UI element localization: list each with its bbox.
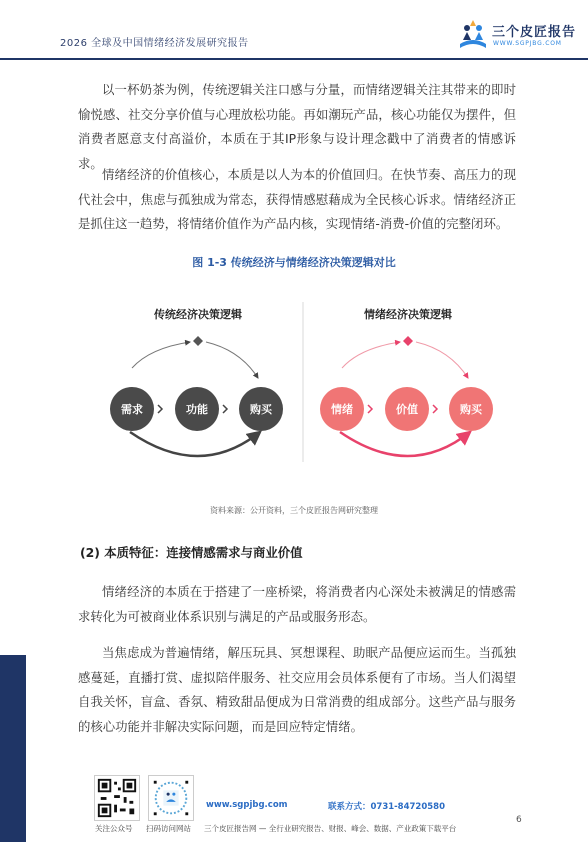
node-label-purchase: 购买 <box>250 403 272 416</box>
node-label-emotion: 情绪 <box>331 403 353 416</box>
contact-phone: 联系方式：0731-84720580 <box>328 802 446 812</box>
qr-code-icon <box>94 775 140 821</box>
diamond-icon <box>403 336 413 346</box>
website-link[interactable]: www.sgpjbg.com <box>206 800 288 810</box>
header-divider <box>0 58 588 60</box>
logo-mark-icon <box>456 18 490 52</box>
node-label-purchase: 购买 <box>460 403 482 416</box>
qr-code-icon <box>148 775 194 821</box>
section-subheading: (2) 本质特征：连接情感需求与商业价值 <box>80 545 303 560</box>
node-label-value: 价值 <box>396 403 418 416</box>
traditional-logic-panel <box>110 307 283 456</box>
figure-source: 资料来源：公开资料，三个皮匠报告网研究整理 <box>210 506 378 515</box>
page-number: 6 <box>516 815 522 825</box>
qr2-label: 扫码访问网站 <box>146 824 191 833</box>
paragraph-value-core: 情绪经济的价值核心，本质是以人为本的价值回归。在快节奏、高压力的现代社会中，焦虑与孤独成为常态，获得情感慰藉成为全民核心诉求。情绪经济正是抓住这一趋势，将情绪价值作为产品内核，实现情绪-消费-价值的完整闭环。 <box>78 167 516 231</box>
decision-logic-diagram <box>90 292 510 472</box>
emotional-logic-title: 情绪经济决策逻辑 <box>364 308 452 321</box>
website-qr-code[interactable] <box>148 775 194 821</box>
logo-text: 三个皮匠报告 <box>492 25 577 40</box>
figure-title: 图 1-3 传统经济与情绪经济决策逻辑对比 <box>192 256 396 269</box>
chevron-right-icon <box>223 405 227 413</box>
report-title: 2026 全球及中国情绪经济发展研究报告 <box>60 38 249 49</box>
chevron-right-icon <box>368 405 372 413</box>
footer-tagline: 三个皮匠报告网 — 全行业研究报告、财报、峰会、数据、产业政策下载平台 <box>204 824 457 833</box>
chevron-right-icon <box>158 405 162 413</box>
paragraph-bridge: 情绪经济的本质在于搭建了一座桥梁，将消费者内心深处未被满足的情感需求转化为可被商业体系识别与满足的产品或服务形态。 <box>78 584 516 624</box>
page-header <box>0 0 588 62</box>
node-label-demand: 需求 <box>121 403 143 416</box>
upper-arrow <box>342 342 400 368</box>
lower-arrow <box>130 432 260 456</box>
upper-arrow <box>132 342 190 368</box>
qr1-label: 关注公众号 <box>95 824 133 833</box>
side-accent-bar <box>0 655 26 842</box>
paragraph-milk-tea: 以一杯奶茶为例，传统逻辑关注口感与分量，而情绪逻辑关注其带来的即时愉悦感、社交分享价值与心理放松功能。再如潮玩产品，核心功能仅为摆件，但消费者愿意支付高溢价，本质在于其IP形象与设计理念戳中了消费者的情感诉求。 <box>78 82 516 171</box>
emotional-logic-panel <box>320 307 493 456</box>
wechat-qr-code[interactable] <box>94 775 140 821</box>
upper-arrow <box>206 342 258 378</box>
traditional-logic-title: 传统经济决策逻辑 <box>154 308 242 321</box>
diamond-icon <box>193 336 203 346</box>
logo-url: WWW.SGPJBG.COM <box>493 40 562 47</box>
node-label-function: 功能 <box>186 403 208 416</box>
paragraph-examples: 当焦虑成为普遍情绪，解压玩具、冥想课程、助眠产品便应运而生。当孤独感蔓延，直播打赏、虚拟陪伴服务、社交应用会员体系便有了市场。当人们渴望自我关怀，盲盒、香氛、精致甜品便成为日常消费的组成部分。这些产品与服务的核心功能并非解决实际问题，而是回应特定情绪。 <box>78 645 516 734</box>
brand-logo[interactable] <box>456 18 577 52</box>
chevron-right-icon <box>433 405 437 413</box>
lower-arrow <box>340 432 470 456</box>
upper-arrow <box>416 342 468 378</box>
